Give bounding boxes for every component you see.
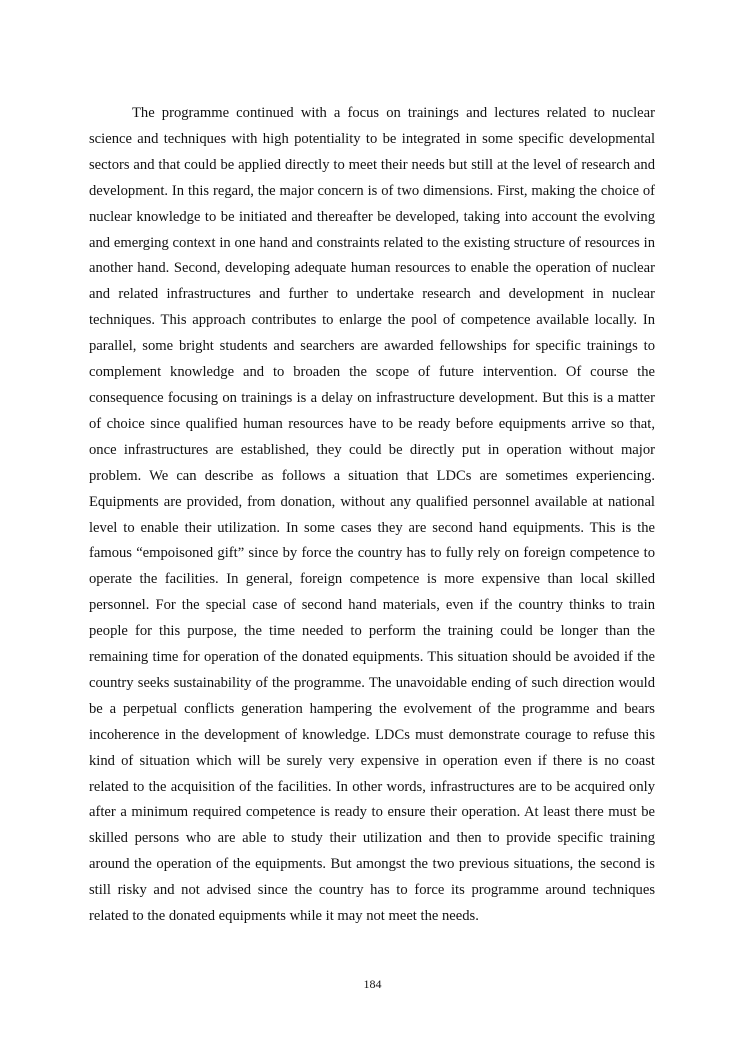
body-paragraph: The programme continued with a focus on trainings and lectures related to nuclear science and techniques with high potentiality to be integrated in some specific developmental sectors and that could be applied directly to meet their needs but still at the level of research and development. In this regard, the major concern is of two dimensions. First, making the choice of nuclear knowledge to be initiated and thereafter be developed, taking into account the evolving and emerging context in one hand and constraints related to the existing structure of resources in another hand. Second, developing adequate human resources to enable the operation of nuclear and related infrastructures and further to undertake research and development in nuclear techniques. This approach contributes to enlarge the pool of competence available locally. In parallel, some bright students and searchers are awarded fellowships for specific trainings to complement knowledge and to broaden the scope of future intervention. Of course the consequence focusing on trainings is a delay on infrastructure development. But this is a matter of choice since qualified human resources have to be ready before equipments arrive so that, once infrastructures are established, they could be directly put in operation without major problem. We can describe as follows a situation that LDCs are sometimes experiencing. Equipments are provided, from donation, without any qualified personnel available at national level to enable their utilization. In some cases they are second hand equipments. This is the famous “empoisoned gift” since by force the country has to fully rely on foreign competence to operate the facilities. In general, foreign competence is more expensive than local skilled personnel. For the special case of second hand materials, even if the country thinks to train people for this purpose, the time needed to perform the training could be longer than the remaining time for operation of the donated equipments. This situation should be avoided if the country seeks sustainability of the programme. The unavoidable ending of such direction would be a perpetual conflicts generation hampering the evolvement of the programme and bears incoherence in the development of knowledge. LDCs must demonstrate courage to refuse this kind of situation which will be surely very expensive in operation even if there is no coast related to the acquisition of the facilities. In other words, infrastructures are to be acquired only after a minimum required competence is ready to ensure their operation. At least there must be skilled persons who are able to study their utilization and then to provide specific training around the operation of the equipments. But amongst the two previous situations, the second is still risky and not advised since the country has to force its programme around techniques related to the donated equipments while it may not meet the needs. xyxy=(89,105,655,925)
page-number: 184 xyxy=(363,977,382,991)
